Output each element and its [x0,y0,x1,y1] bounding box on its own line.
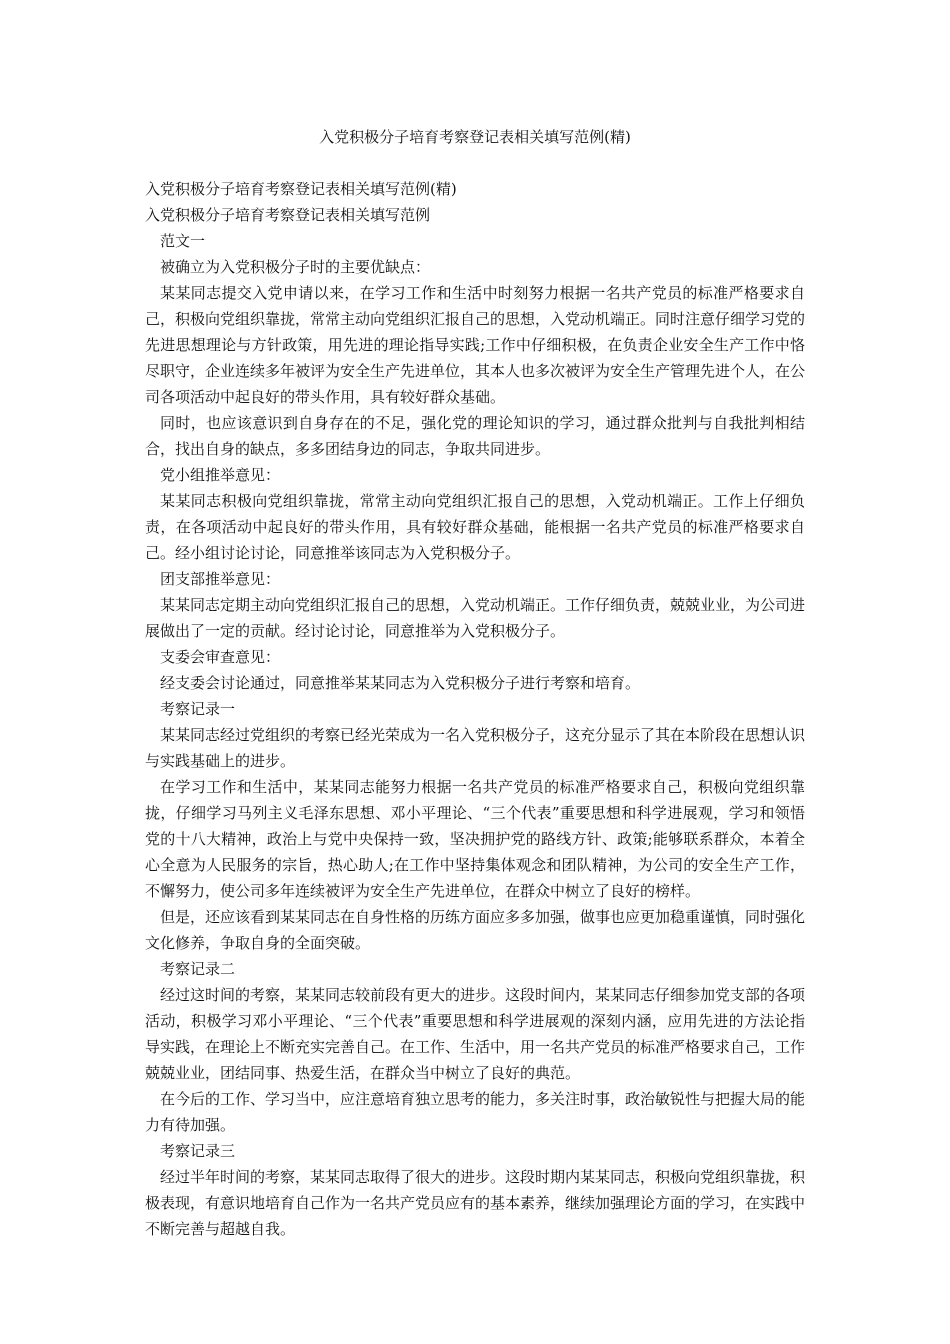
paragraph: 考察记录三 [160,1142,236,1160]
document-body [145,176,805,1242]
paragraph: 支委会审查意见： [160,648,281,666]
paragraph: 经过半年时间的考察，某某同志取得了很大的进步。这段时期内某某同志，积极向党组织靠拢，积极表现，有意识地培育自己作为一名共产党员应有的基本素养，继续加强理论方面的学习，在实践中不断完善与超越自我。 [145,1168,806,1238]
paragraph: 同时，也应该意识到自身存在的不足，强化党的理论知识的学习，通过群众批判与自我批判相结合，找出自身的缺点，多多团结身边的同志，争取共同进步。 [145,414,805,458]
paragraph: 党小组推举意见： [160,466,281,484]
paragraph: 经过这时间的考察，某某同志较前段有更大的进步。这段时间内，某某同志仔细参加党支部的各项活动，积极学习邓小平理论、“三个代表”重要思想和科学进展观的深刻内涵，应用先进的方法论指导实践，在理论上不断充实完善自己。在工作、生活中，用一名共产党员的标准严格要求自己，工作兢兢业业，团结同事、热爱生活，在群众当中树立了良好的典范。 [145,986,806,1082]
document-title: 入党积极分子培育考察登记表相关填写范例(精) [319,128,631,146]
paragraph: 某某同志提交入党申请以来，在学习工作和生活中时刻努力根据一名共产党员的标准严格要求自己，积极向党组织靠拢，常常主动向党组织汇报自己的思想，入党动机端正。同时注意仔细学习党的先进思想理论与方针政策，用先进的理论指导实践;工作中仔细积极，在负责企业安全生产工作中恪尽职守，企业连续多年被评为安全生产先进单位，其本人也多次被评为安全生产管理先进个人，在公司各项活动中起良好的带头作用，具有较好群众基础。 [145,284,806,406]
paragraph: 在学习工作和生活中，某某同志能努力根据一名共产党员的标准严格要求自己，积极向党组织靠拢，仔细学习马列主义毛泽东思想、邓小平理论、“三个代表”重要思想和科学进展观，学习和领悟党的十八大精神，政治上与党中央保持一致，坚决拥护党的路线方针、政策;能够联系群众，本着全心全意为人民服务的宗旨，热心助人;在工作中坚持集体观念和团队精神，为公司的安全生产工作，不懈努力，使公司多年连续被评为安全生产先进单位，在群众中树立了良好的榜样。 [145,778,805,900]
paragraph: 某某同志积极向党组织靠拢，常常主动向党组织汇报自己的思想，入党动机端正。工作上仔细负责，在各项活动中起良好的带头作用，具有较好群众基础，能根据一名共产党员的标准严格要求自己。经小组讨论讨论，同意推举该同志为入党积极分子。 [145,492,805,562]
paragraph: 入党积极分子培育考察登记表相关填写范例(精) [145,180,457,198]
paragraph: 团支部推举意见： [160,570,281,588]
paragraph: 但是，还应该看到某某同志在自身性格的历练方面应多多加强，做事也应更加稳重谨慎，同时强化文化修养，争取自身的全面突破。 [145,908,806,952]
paragraph: 某某同志经过党组织的考察已经光荣成为一名入党积极分子，这充分显示了其在本阶段在思想认识与实践基础上的进步。 [145,726,806,770]
paragraph: 某某同志定期主动向党组织汇报自己的思想，入党动机端正。工作仔细负责，兢兢业业，为公司进展做出了一定的贡献。经讨论讨论，同意推举为入党积极分子。 [145,596,806,640]
paragraph: 范文一 [160,232,206,250]
paragraph: 考察记录二 [160,960,236,978]
paragraph: 在今后的工作、学习当中，应注意培育独立思考的能力，多关注时事，政治敏锐性与把握大局的能力有待加强。 [145,1090,806,1134]
paragraph: 经支委会讨论通过，同意推举某某同志为入党积极分子进行考察和培育。 [160,674,641,692]
paragraph: 考察记录一 [160,700,236,718]
paragraph: 入党积极分子培育考察登记表相关填写范例 [145,206,431,224]
paragraph: 被确立为入党积极分子时的主要优缺点： [160,258,431,276]
